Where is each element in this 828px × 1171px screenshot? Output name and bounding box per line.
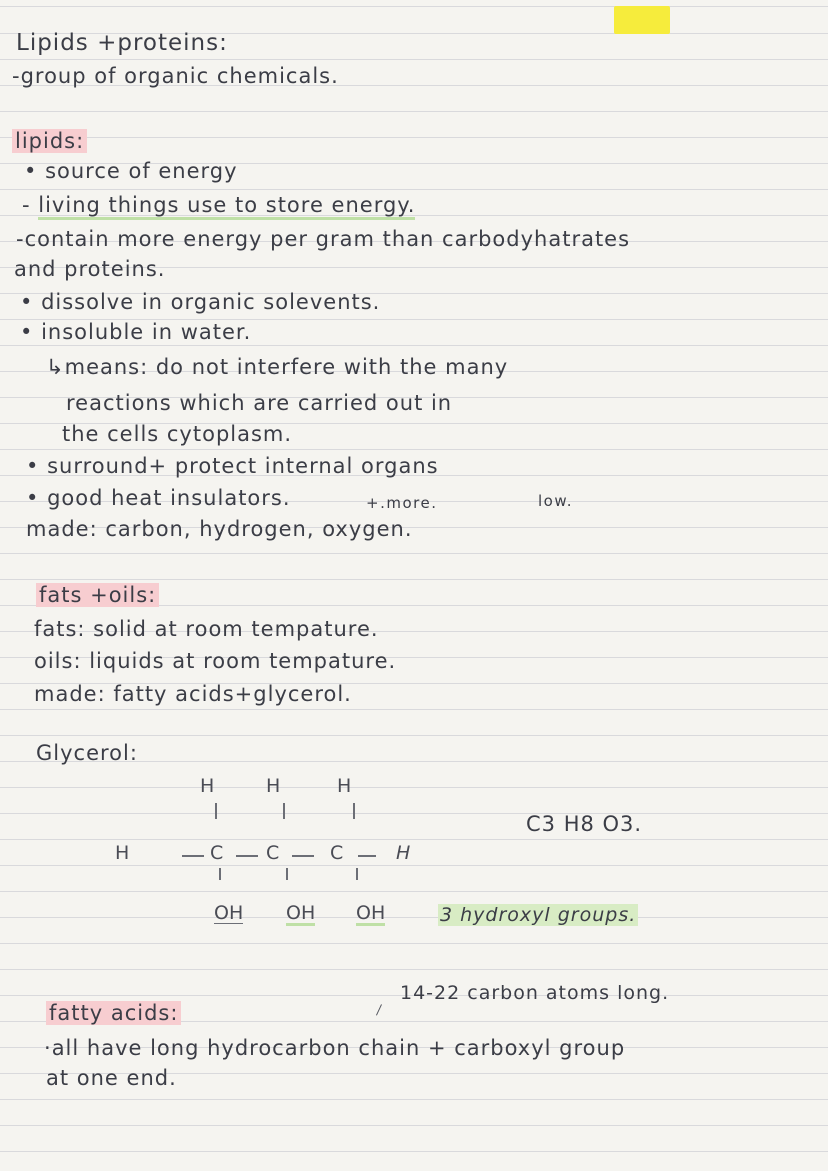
fats-line-solid: fats: solid at room tempature. bbox=[34, 617, 379, 641]
lipids-line-energy-text: source of energy bbox=[45, 159, 238, 183]
fatty-acids-heading bbox=[46, 1003, 181, 1024]
lipids-line-cytoplasm: the cells cytoplasm. bbox=[62, 422, 293, 446]
more-note: +.more. bbox=[366, 494, 438, 512]
glycerol-carbon-1: C bbox=[210, 842, 224, 864]
hydroxyl-note bbox=[438, 906, 638, 925]
glycerol-formula: C3 H8 O3. bbox=[526, 812, 643, 836]
glycerol-end-h-left: H bbox=[115, 842, 130, 864]
lipids-line-energy: • source of energy bbox=[24, 159, 238, 183]
bond-left bbox=[182, 855, 204, 857]
lipids-line-surround-text: surround+ protect internal organs bbox=[47, 454, 439, 478]
glycerol-oh-1: OH bbox=[214, 902, 244, 924]
lipids-line-store: - living things use to store energy. bbox=[22, 195, 415, 216]
bond-c1-c2 bbox=[236, 855, 258, 857]
subtitle: -group of organic chemicals. bbox=[12, 64, 339, 88]
fatty-line-end: at one end. bbox=[46, 1066, 177, 1090]
glycerol-carbon-3: C bbox=[330, 842, 344, 864]
lipids-line-made: made: carbon, hydrogen, oxygen. bbox=[26, 517, 413, 541]
oils-line-liquid: oils: liquids at room tempature. bbox=[34, 649, 397, 673]
lipids-line-contain-text: contain more energy per gram than carbodyhatrates bbox=[24, 227, 631, 251]
glycerol-top-h-2: H bbox=[266, 775, 281, 797]
lipids-line-means: ↳means: do not interfere with the many bbox=[46, 355, 509, 379]
hydroxyl-note-text: 3 hydroxyl groups. bbox=[440, 904, 637, 926]
fats-oils-heading-text: fats +oils: bbox=[36, 583, 159, 607]
bond-bottom-3 bbox=[356, 868, 358, 880]
bond-bottom-1 bbox=[219, 868, 221, 880]
yellow-highlight-tab bbox=[614, 6, 670, 34]
fatty-line-chain: ·all have long hydrocarbon chain + carboxyl group bbox=[44, 1036, 626, 1060]
page-title: Lipids +proteins: bbox=[16, 30, 228, 56]
bond-bottom-2 bbox=[286, 868, 288, 880]
lipids-line-insoluble: • insoluble in water. bbox=[20, 320, 252, 344]
fatty-acids-heading-text: fatty acids: bbox=[46, 1001, 181, 1025]
lipids-heading bbox=[12, 131, 87, 152]
bond-top-3 bbox=[353, 803, 355, 819]
lipids-line-means-text: means: do not interfere with the many bbox=[64, 355, 509, 379]
glycerol-heading: Glycerol: bbox=[36, 741, 138, 765]
lipids-line-dissolve: • dissolve in organic solevents. bbox=[20, 290, 381, 314]
lipids-line-store-text: living things use to store energy. bbox=[38, 193, 415, 220]
glycerol-top-h-1: H bbox=[200, 775, 215, 797]
lipids-line-insulators: • good heat insulators. bbox=[26, 486, 291, 510]
bond-top-2 bbox=[283, 803, 285, 819]
bond-top-1 bbox=[215, 803, 217, 819]
bond-right bbox=[358, 855, 376, 857]
lipids-line-surround: • surround+ protect internal organs bbox=[26, 454, 439, 478]
glycerol-oh-2: OH bbox=[286, 902, 316, 924]
fatty-line-chain-text: all have long hydrocarbon chain + carboxyl group bbox=[51, 1036, 626, 1060]
fats-line-made: made: fatty acids+glycerol. bbox=[34, 682, 352, 706]
lipids-line-insoluble-text: insoluble in water. bbox=[41, 320, 252, 344]
lipids-line-insulators-text: good heat insulators. bbox=[47, 486, 291, 510]
lipids-heading-text: lipids: bbox=[12, 129, 87, 153]
lipids-line-contain: -contain more energy per gram than carbodyhatrates bbox=[16, 227, 631, 251]
fatty-length-note: 14-22 carbon atoms long. bbox=[400, 982, 670, 1004]
glycerol-carbon-2: C bbox=[266, 842, 280, 864]
fats-oils-heading bbox=[36, 585, 159, 606]
lipids-line-reactions: reactions which are carried out in bbox=[66, 391, 453, 415]
glycerol-end-h-right: H bbox=[396, 842, 411, 864]
lipids-line-proteins: and proteins. bbox=[14, 257, 166, 281]
low-note: low. bbox=[538, 492, 574, 510]
bond-c2-c3 bbox=[292, 855, 314, 857]
glycerol-oh-3: OH bbox=[356, 902, 386, 924]
lipids-line-dissolve-text: dissolve in organic solevents. bbox=[41, 290, 381, 314]
glycerol-top-h-3: H bbox=[337, 775, 352, 797]
